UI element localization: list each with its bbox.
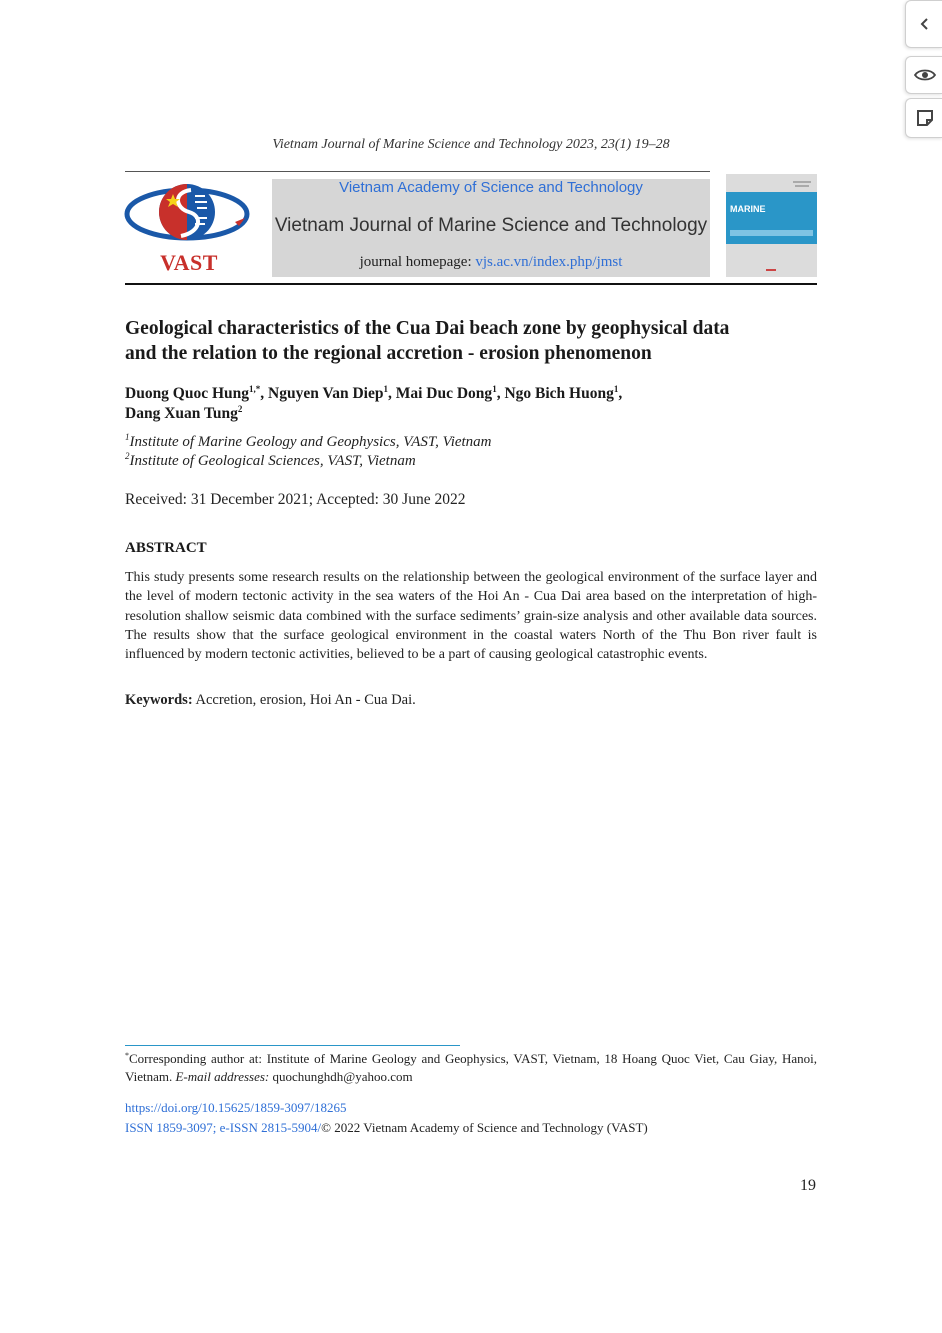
notes-button[interactable]: [905, 98, 942, 138]
keywords: [125, 692, 416, 709]
author-affil-mark: 1: [492, 384, 497, 394]
eye-icon: [914, 68, 936, 82]
abstract-text: This study presents some research results on the relationship between the geological environment of the surface layer and the level of modern tectonic activity in the sea waters of the Hoi An - Cua Dai area based on the interpretation of high-resolution shallow seismic data combined with the surface sediments’ grain-size analysis and other available data sources. The results show that the surface geological environment in the coastal waters North of the Thu Bon river fault is influenced by modern tectonic activities, believed to be a part of causing geological catastrophic events.: [125, 570, 817, 663]
affil-mark: 1: [125, 432, 130, 442]
author-separator: ,: [260, 385, 269, 402]
cover-ornament: [795, 185, 809, 187]
author-name: Ngo Bich Huong: [504, 385, 614, 402]
note-icon: [915, 108, 935, 128]
cover-band: [726, 192, 817, 244]
author: [504, 385, 622, 402]
email-label: E-mail addresses:: [175, 1069, 270, 1084]
footnote-rule: [125, 1045, 460, 1046]
cover-title: MARINE: [730, 204, 766, 214]
affil-mark: 2: [125, 451, 130, 461]
chevron-left-icon: [918, 17, 932, 31]
homepage-link[interactable]: vjs.ac.vn/index.php/jmst: [475, 254, 623, 270]
collapse-panel-button[interactable]: [905, 0, 942, 48]
author-name: Nguyen Van Diep: [268, 385, 384, 402]
author-name: Dang Xuan Tung: [125, 405, 238, 422]
article-title: [125, 316, 825, 366]
copyright: © 2022 Vietnam Academy of Science and Technology (VAST): [321, 1120, 648, 1135]
running-head: Vietnam Journal of Marine Science and Technology 2023, 23(1) 19–28: [272, 137, 670, 152]
author-affil-mark: 1: [383, 384, 388, 394]
footnote-mark: *: [125, 1051, 129, 1060]
header-rule-bottom: [125, 283, 817, 285]
author-affil-mark: 1,*: [249, 384, 261, 394]
affiliations: [125, 433, 825, 471]
author: [396, 385, 505, 402]
affil-text: Institute of Marine Geology and Geophysics, VAST, Vietnam: [129, 434, 492, 450]
author-list: [125, 384, 825, 424]
issn-numbers[interactable]: ISSN 1859-3097; e-ISSN 2815-5904/: [125, 1120, 322, 1135]
author-separator: ,: [496, 385, 505, 402]
title-line: and the relation to the regional accretion - erosion phenomenon: [125, 343, 652, 364]
author-name: Duong Quoc Hung: [125, 385, 250, 402]
journal-name: Vietnam Journal of Marine Science and Technology: [274, 215, 708, 236]
affiliation: [125, 452, 825, 471]
page-number: 19: [800, 1177, 816, 1194]
author-separator: ,: [618, 385, 623, 402]
author: [125, 405, 242, 422]
corresponding-author-footnote: [125, 1050, 817, 1086]
abstract-heading: ABSTRACT: [125, 540, 207, 556]
logo-text: VAST: [160, 250, 218, 275]
doi-link[interactable]: https://doi.org/10.15625/1859-3097/18265: [125, 1100, 347, 1115]
email-address: quochunghdh@yahoo.com: [269, 1069, 413, 1084]
author-name: Mai Duc Dong: [395, 385, 493, 402]
author-affil-mark: 2: [237, 404, 243, 414]
cover-stripe: [730, 230, 813, 236]
view-toggle-button[interactable]: [905, 56, 942, 94]
issn-line: [125, 1120, 648, 1136]
affiliation: [125, 433, 825, 452]
author: [268, 385, 396, 402]
cover-ornament: [766, 269, 776, 271]
academy-name: Vietnam Academy of Science and Technology: [339, 179, 643, 196]
affil-text: Institute of Geological Sciences, VAST, Vietnam: [129, 453, 416, 469]
journal-banner: [272, 179, 710, 277]
journal-cover-thumbnail: [726, 174, 817, 277]
author-separator: ,: [387, 385, 396, 402]
keywords-label: Keywords:: [125, 692, 193, 708]
title-line: Geological characteristics of the Cua Dai beach zone by geophysical data: [125, 318, 730, 339]
footnote-text: Corresponding author at: Institute of Marine Geology and Geophysics, VAST, Vietnam, 18 Hoang Quoc Viet, Cau Giay, Hanoi, Vietnam.: [125, 1051, 817, 1084]
header-rule-top: [125, 171, 710, 172]
author-affil-mark: 1: [613, 384, 619, 394]
keywords-values: Accretion, erosion, Hoi An - Cua Dai.: [192, 692, 416, 708]
received-accepted-dates: Received: 31 December 2021; Accepted: 30 June 2022: [125, 491, 466, 508]
cover-ornament: [793, 181, 811, 183]
journal-homepage: [272, 254, 710, 271]
author: [125, 385, 268, 402]
homepage-label: journal homepage:: [359, 254, 476, 270]
